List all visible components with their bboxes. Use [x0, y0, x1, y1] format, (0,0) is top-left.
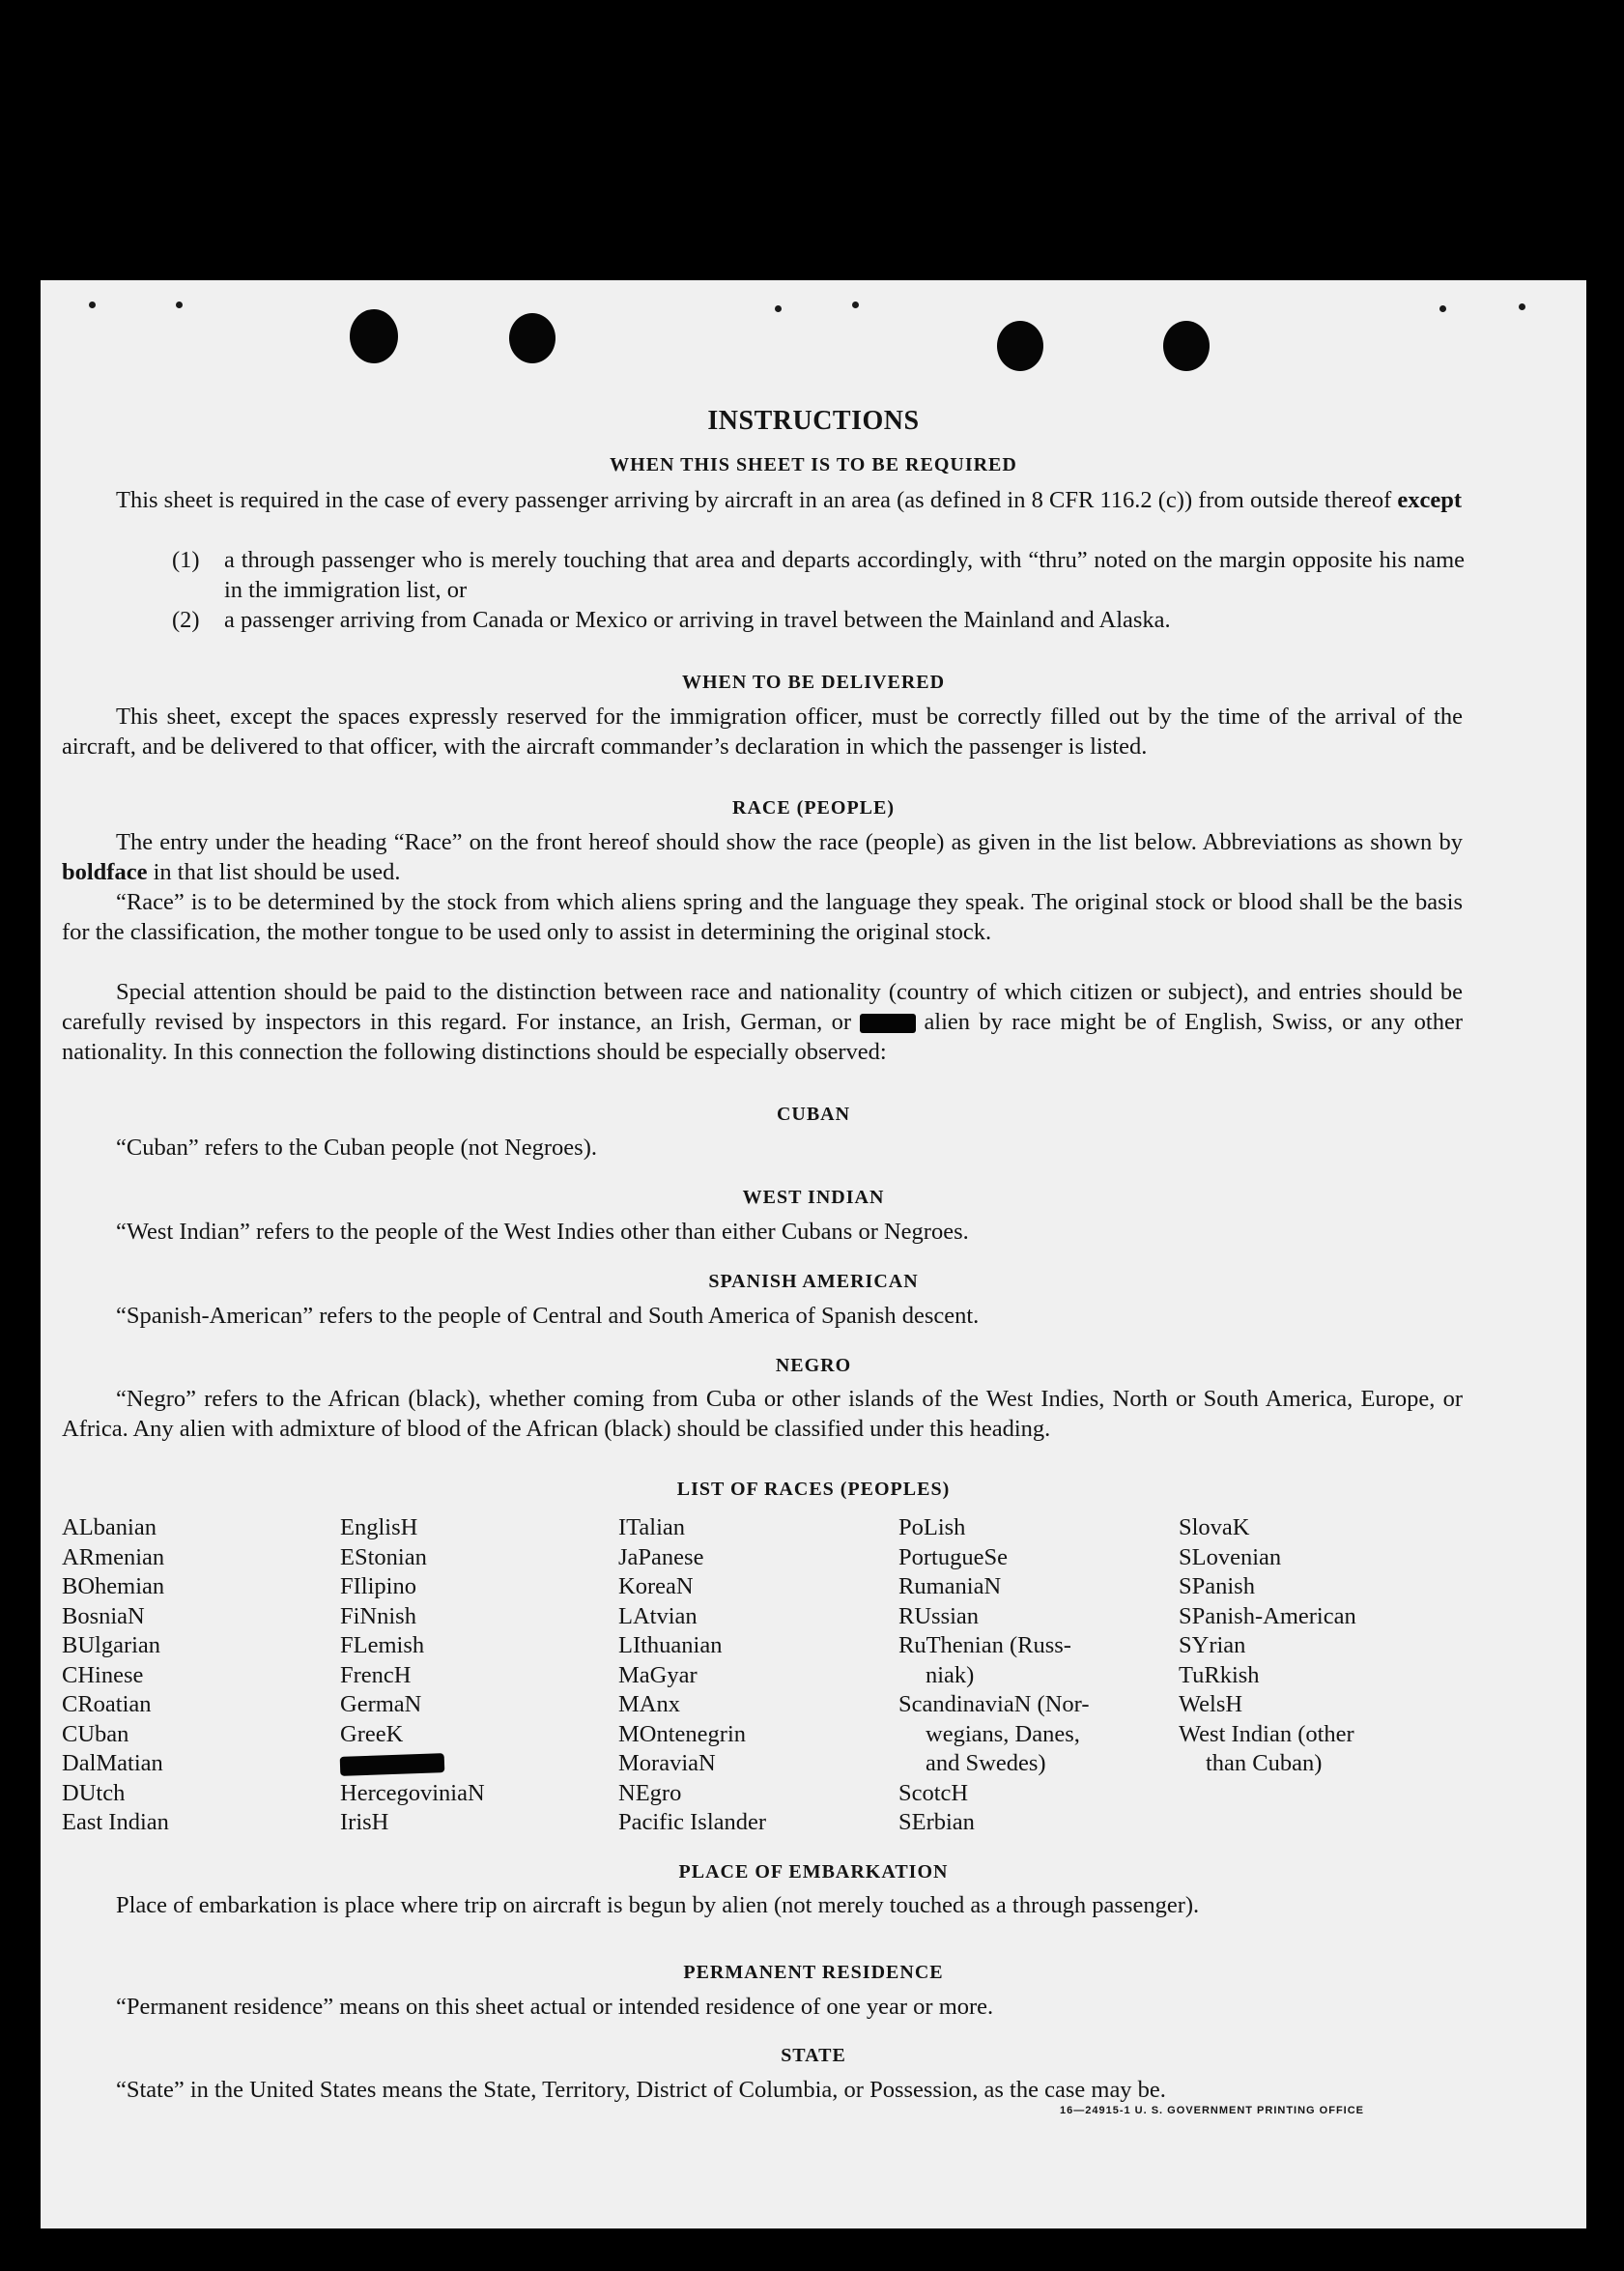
race-entry-continued: and Swedes): [926, 1750, 1046, 1776]
races-column-2: [340, 1513, 485, 1838]
exception-text: a through passenger who is merely touching that area and departs accordingly, with “thru” noted on the margin opposite his name in the immigration list, or: [224, 547, 1465, 603]
race-p1-bold: boldface: [62, 859, 148, 885]
race-entry: LIthuanian: [618, 1632, 723, 1658]
state-text-body: “State” in the United States means the State, Territory, District of Columbia, or Possession, as the case may be.: [116, 2077, 1166, 2103]
race-p1-end: in that list should be used.: [153, 859, 401, 885]
cuban-text-body: “Cuban” refers to the Cuban people (not Negroes).: [116, 1135, 597, 1161]
section-heading-west-indian: WEST INDIAN: [742, 1187, 885, 1208]
exception-number: (1): [172, 547, 200, 573]
redaction-mark: [860, 1014, 916, 1033]
west-indian-text-body: “West Indian” refers to the people of the West Indies other than either Cubans or Negroes.: [116, 1219, 969, 1245]
residence-text-body: “Permanent residence” means on this sheet actual or intended residence of one year or more.: [116, 1994, 994, 2020]
race-entry: DUtch: [62, 1779, 126, 1806]
race-entry-redacted: [340, 1749, 485, 1779]
race-entry: RuThenian (Russ-: [898, 1632, 1071, 1658]
race-entry: MAnx: [618, 1691, 680, 1717]
race-entry: EStonian: [340, 1543, 427, 1570]
race-entry-continued: niak): [926, 1661, 975, 1688]
cuban-text: [62, 1133, 1463, 1163]
race-entry: East Indian: [62, 1809, 169, 1835]
section-heading-state: STATE: [781, 2045, 846, 2066]
punch-hole: [509, 313, 556, 363]
delivered-text-body: This sheet, except the spaces expressly reserved for the immigration officer, must be correctly filled out by the time of the arrival of the aircraft, and be delivered to that officer, with the aircraft commander’s declaration in which the passenger is listed.: [62, 704, 1463, 760]
race-entry: NEgro: [618, 1779, 682, 1806]
exception-item: [172, 605, 1465, 635]
west-indian-text: [62, 1217, 1463, 1247]
race-entry: ALbanian: [62, 1514, 157, 1540]
race-entry: IrisH: [340, 1809, 389, 1835]
race-entry: SPanish: [1179, 1573, 1255, 1599]
printing-office-footer: 16—24915-1 U. S. GOVERNMENT PRINTING OFFICE: [1060, 2105, 1365, 2116]
speck: [775, 305, 782, 312]
races-column-3: [618, 1513, 766, 1838]
race-entry: BosniaN: [62, 1602, 145, 1629]
section-heading-negro: NEGRO: [775, 1355, 852, 1376]
race-paragraph-3: [62, 977, 1463, 1067]
section-heading-embarkation: PLACE OF EMBARKATION: [678, 1861, 949, 1883]
race-entry: TuRkish: [1179, 1661, 1260, 1688]
race-entry: FIlipino: [340, 1573, 416, 1599]
race-entry: GermaN: [340, 1691, 422, 1717]
embarkation-text: [62, 1890, 1463, 1920]
race-entry: SPanish-American: [1179, 1602, 1356, 1629]
race-entry: MaGyar: [618, 1661, 698, 1688]
race-entry: KoreaN: [618, 1573, 694, 1599]
section-heading-delivered: WHEN TO BE DELIVERED: [681, 672, 946, 693]
race-entry: RumaniaN: [898, 1573, 1002, 1599]
section-heading-race: RACE (PEOPLE): [732, 797, 895, 819]
race-entry: SYrian: [1179, 1632, 1246, 1658]
race-entry: CUban: [62, 1720, 129, 1747]
race-entry: FiNnish: [340, 1602, 416, 1629]
race-entry: EnglisH: [340, 1514, 418, 1540]
speck: [89, 302, 96, 308]
race-entry: ScotcH: [898, 1779, 969, 1806]
spanish-american-text-body: “Spanish-American” refers to the people of Central and South America of Spanish descent.: [116, 1303, 980, 1329]
section-heading-spanish-american: SPANISH AMERICAN: [708, 1271, 919, 1292]
speck: [852, 302, 859, 308]
race-entry-continued: wegians, Danes,: [926, 1720, 1080, 1747]
race-entry: WelsH: [1179, 1691, 1243, 1717]
embarkation-text-body: Place of embarkation is place where trip on aircraft is begun by alien (not merely touched as a through passenger).: [116, 1892, 1200, 1918]
races-column-5: [1179, 1513, 1356, 1779]
redaction-mark: [340, 1753, 445, 1776]
race-p3-text: Special attention should be paid to the distinction between race and nationality (country of which citizen or subject), and entries should be carefully revised by inspectors in this regard. For instance, an Irish, German, or: [62, 979, 1463, 1035]
spanish-american-text: [62, 1301, 1463, 1331]
exception-number: (2): [172, 607, 200, 633]
state-text: [62, 2075, 1463, 2105]
race-entry: SErbian: [898, 1809, 975, 1835]
required-intro-bold: except: [1397, 487, 1463, 513]
races-column-1: [62, 1513, 169, 1838]
document-sheet: [41, 280, 1586, 2228]
race-entry: West Indian (other: [1179, 1720, 1354, 1747]
negro-text: [62, 1384, 1463, 1444]
punch-hole: [350, 309, 398, 363]
race-entry: LAtvian: [618, 1602, 698, 1629]
race-entry: ScandinaviaN (Nor-: [898, 1691, 1090, 1717]
race-entry: MoraviaN: [618, 1750, 716, 1776]
race-entry: RUssian: [898, 1602, 980, 1629]
race-entry: BOhemian: [62, 1573, 165, 1599]
required-intro-text: This sheet is required in the case of every passenger arriving by aircraft in an area (as defined in 8 CFR 116.2 (c)) from outside thereof: [116, 487, 1392, 513]
race-entry: Pacific Islander: [618, 1809, 767, 1835]
race-paragraph-1: [62, 827, 1463, 887]
page-title: INSTRUCTIONS: [707, 406, 920, 436]
races-list-heading: LIST OF RACES (PEOPLES): [676, 1479, 951, 1500]
race-paragraph-2: [62, 887, 1463, 947]
race-entry: SLovenian: [1179, 1543, 1282, 1570]
race-p3-end: alien by race might be of English, Swiss, or any other nationality. In this connection the following distinctions should be especially observed:: [62, 1009, 1464, 1065]
races-column-4: [898, 1513, 1089, 1838]
race-entry: HercegoviniaN: [340, 1779, 485, 1806]
race-entry: ARmenian: [62, 1543, 165, 1570]
speck: [1519, 303, 1525, 310]
section-heading-residence: PERMANENT RESIDENCE: [683, 1962, 944, 1983]
race-entry: CRoatian: [62, 1691, 152, 1717]
section-heading-required: WHEN THIS SHEET IS TO BE REQUIRED: [610, 454, 1017, 475]
race-entry: GreeK: [340, 1720, 404, 1747]
race-entry: SlovaK: [1179, 1514, 1250, 1540]
race-entry: DalMatian: [62, 1750, 163, 1776]
race-entry-continued: than Cuban): [1206, 1750, 1323, 1776]
speck: [1439, 305, 1446, 312]
delivered-text: [62, 702, 1463, 762]
speck: [176, 302, 183, 308]
residence-text: [62, 1992, 1463, 2022]
punch-hole: [997, 321, 1043, 371]
negro-text-body: “Negro” refers to the African (black), whether coming from Cuba or other islands of the West Indies, North or South America, Europe, or Africa. Any alien with admixture of blood of the African (black) should be classified under this heading.: [62, 1386, 1463, 1442]
section-heading-cuban: CUBAN: [776, 1104, 851, 1125]
race-entry: CHinese: [62, 1661, 144, 1688]
race-entry: PoLish: [898, 1514, 966, 1540]
exception-item: [172, 545, 1465, 605]
race-entry: MOntenegrin: [618, 1720, 746, 1747]
required-intro: [62, 485, 1463, 515]
race-entry: PortugueSe: [898, 1543, 1008, 1570]
race-entry: FLemish: [340, 1632, 425, 1658]
race-entry: BUlgarian: [62, 1632, 161, 1658]
race-entry: JaPanese: [618, 1543, 704, 1570]
race-p2-text: “Race” is to be determined by the stock from which aliens spring and the language they speak. The original stock or blood shall be the basis for the classification, the mother tongue to be used only to assist in determining the original stock.: [62, 889, 1463, 945]
race-p1-text: The entry under the heading “Race” on the front hereof should show the race (people) as given in the list below. Abbreviations as shown by: [116, 829, 1463, 855]
race-entry: ITalian: [618, 1514, 686, 1540]
race-entry: FrencH: [340, 1661, 412, 1688]
exception-text: a passenger arriving from Canada or Mexico or arriving in travel between the Mainland and Alaska.: [224, 607, 1171, 633]
punch-hole: [1163, 321, 1210, 371]
